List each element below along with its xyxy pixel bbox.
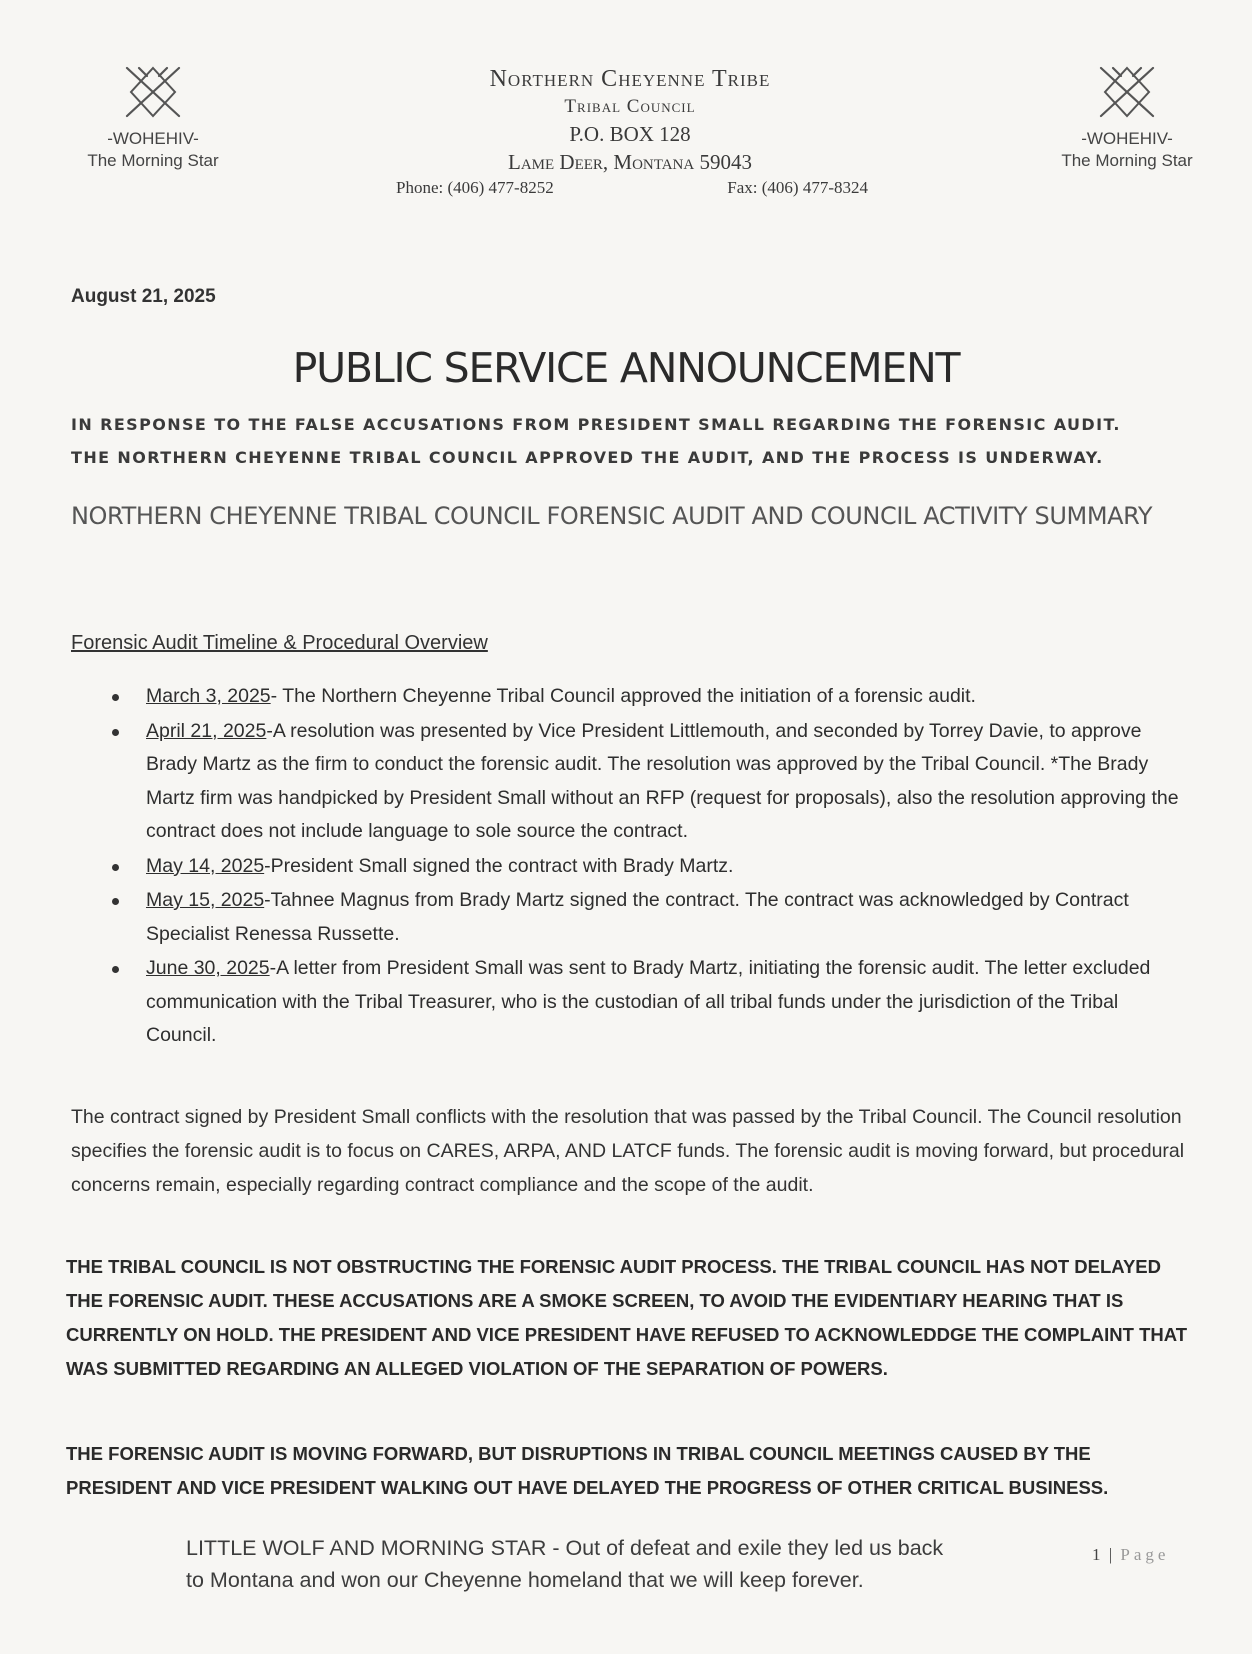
morning-star-icon: [121, 62, 185, 122]
timeline-date: March 3, 2025: [146, 685, 271, 707]
subheading: [71, 408, 1191, 474]
timeline-date: April 21, 2025: [146, 719, 267, 742]
page-number-value: 1: [1092, 1545, 1103, 1564]
statement-paragraph: THE FORENSIC AUDIT IS MOVING FORWARD, BUT DISRUPTIONS IN TRIBAL COUNCIL MEETINGS CAUSED BY THE PRESIDENT AND VICE PRESIDENT WALKING OUT HAVE DELAYED THE PROGRESS OF OTHER CRITICAL BUSINESS.: [66, 1443, 1109, 1498]
contact-numbers: [370, 176, 890, 200]
page-title: PUBLIC SERVICE ANNOUNCEMENT: [292, 344, 960, 392]
bullet-icon: [112, 694, 119, 701]
timeline-item: [112, 680, 1182, 714]
statement-paragraph: THE TRIBAL COUNCIL IS NOT OBSTRUCTING THE FORENSIC AUDIT PROCESS. THE TRIBAL COUNCIL HAS NOT DELAYED THE FORENSIC AUDIT. THESE ACCUSATIONS ARE A SMOKE SCREEN, TO AVOID THE EVIDENTIARY HEARING THAT IS CURRENTLY ON HOLD. THE PRESIDENT AND VICE PRESIDENT HAVE REFUSED TO ACKNOWLEDDGE THE COMPLAINT THAT WAS SUBMITTED REGARDING AN ALLEGED VIOLATION OF THE SEPARATION OF POWERS.: [66, 1256, 1188, 1379]
timeline-text: -President Small signed the contract with Brady Martz.: [264, 854, 734, 877]
timeline-item: [112, 952, 1182, 1053]
letterhead: [370, 64, 890, 200]
contract-paragraph: The contract signed by President Small conflicts with the resolution that was passed by the Tribal Council. The Council resolution specifies the forensic audit is to focus on CARES, ARPA, AND LATCF funds. The forensic audit is moving forward, but procedural concerns remain, especially regarding contract compliance and the scope of the audit.: [71, 1106, 1185, 1196]
timeline-item: [112, 884, 1182, 951]
logo-left: [68, 62, 238, 172]
timeline-text: -Tahnee Magnus from Brady Martz signed the contract. The contract was acknowledged by Contract Specialist Renessa Russette.: [146, 889, 1129, 945]
logo-tagline: The Morning Star: [87, 151, 219, 170]
fax-number: Fax: (406) 477-8324: [727, 178, 868, 197]
logo-name: -WOHEHIV-: [107, 129, 199, 148]
section-title: NORTHERN CHEYENNE TRIBAL COUNCIL FORENSIC AUDIT AND COUNCIL ACTIVITY SUMMARY: [71, 502, 1153, 530]
page-label: Page: [1120, 1545, 1170, 1564]
phone-number: Phone: (406) 477-8252: [396, 178, 554, 197]
timeline-item: [112, 715, 1182, 849]
motto-line: LITTLE WOLF AND MORNING STAR - Out of defeat and exile they led us back: [186, 1536, 944, 1560]
po-box: P.O. BOX 128: [569, 122, 691, 146]
logo-name: -WOHEHIV-: [1081, 129, 1173, 148]
subheading-line: IN RESPONSE TO THE FALSE ACCUSATIONS FROM PRESIDENT SMALL REGARDING THE FORENSIC AUDIT.: [71, 415, 1121, 434]
document-date: August 21, 2025: [71, 286, 216, 307]
bullet-icon: [112, 966, 119, 973]
bullet-icon: [112, 729, 119, 736]
city-state: Lame Deer, Montana 59043: [508, 150, 752, 174]
logo-right: [1042, 62, 1212, 172]
timeline-heading: Forensic Audit Timeline & Procedural Overview: [71, 632, 488, 654]
timeline-date: May 15, 2025: [146, 889, 265, 911]
footer-motto: [186, 1532, 1066, 1596]
org-name: Northern Cheyenne Tribe: [489, 66, 771, 92]
bullet-icon: [112, 898, 119, 905]
timeline-text: -A letter from President Small was sent to Brady Martz, initiating the forensic audit. The letter excluded communication with the Tribal Treasurer, who is the custodian of all tribal funds under the jurisdiction of the Tribal Council.: [146, 957, 1151, 1046]
timeline-text: -A resolution was presented by Vice President Littlemouth, and seconded by Torrey Davie, to approve Brady Martz as the firm to conduct the forensic audit. The resolution was approved by the Tribal Council. *The Brady Martz firm was handpicked by President Small without an RFP (request for proposals), also the resolution approving the contract does not include language to sole source the contract.: [146, 719, 1179, 842]
subheading-line: THE NORTHERN CHEYENNE TRIBAL COUNCIL APPROVED THE AUDIT, AND THE PROCESS IS UNDERWAY.: [71, 448, 1104, 467]
morning-star-icon: [1095, 62, 1159, 122]
timeline-item: [112, 850, 1182, 884]
logo-tagline: The Morning Star: [1061, 151, 1193, 170]
timeline-date: May 14, 2025: [146, 854, 265, 877]
timeline-date: June 30, 2025: [146, 957, 270, 979]
page-number: 1 | Page: [1092, 1545, 1170, 1564]
council-name: Tribal Council: [564, 96, 696, 117]
timeline-text: - The Northern Cheyenne Tribal Council approved the initiation of a forensic audit.: [270, 685, 976, 707]
bullet-icon: [112, 864, 119, 871]
motto-line: to Montana and won our Cheyenne homeland that we will keep forever.: [186, 1568, 864, 1592]
timeline-list: [112, 680, 1182, 1054]
